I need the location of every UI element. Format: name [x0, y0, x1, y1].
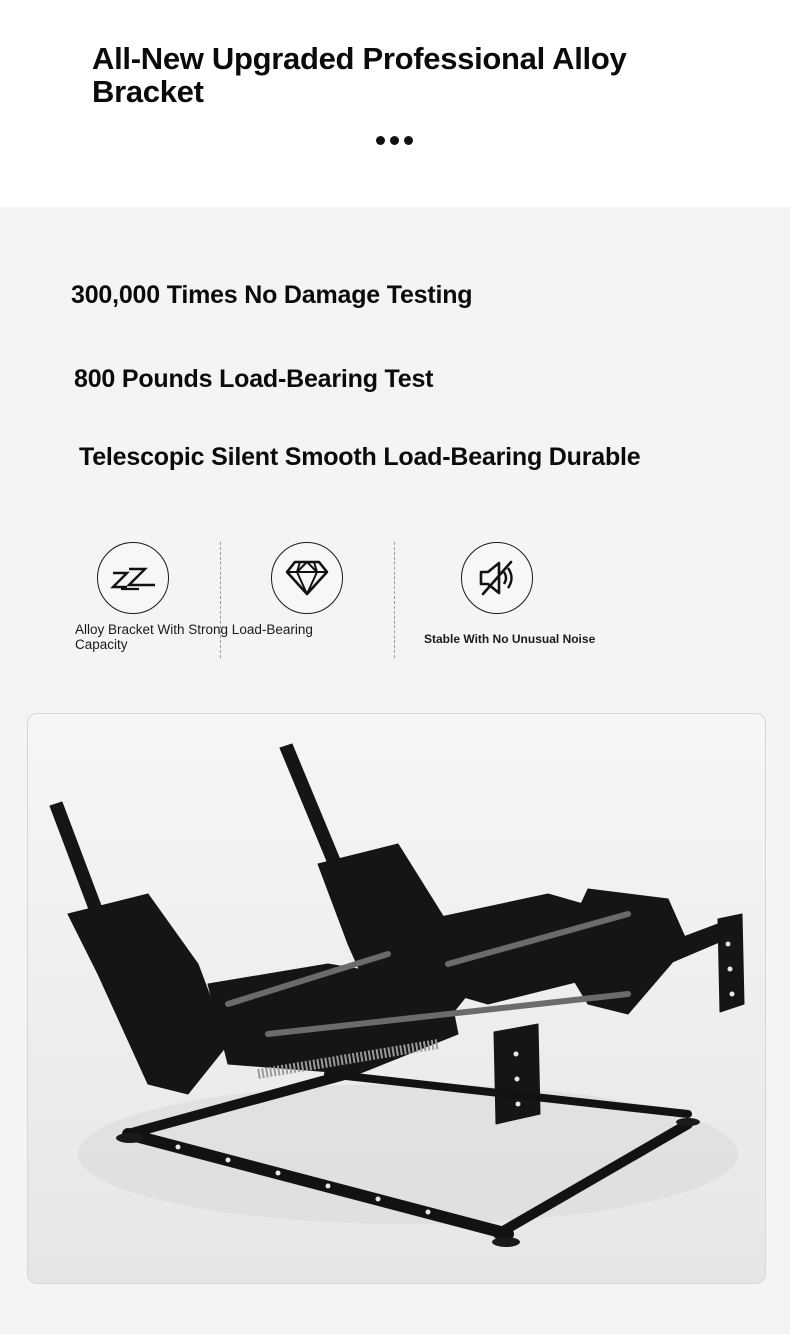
divider-2: [394, 542, 395, 658]
mute-speaker-icon: [461, 542, 533, 614]
caption-load-bearing: Alloy Bracket With Strong Load-Bearing Capacity: [75, 622, 313, 652]
page-title: All-New Upgraded Professional Alloy Bracket: [92, 41, 627, 109]
feature-testing: 300,000 Times No Damage Testing: [71, 281, 473, 309]
diamond-icon: [271, 542, 343, 614]
recliner-mechanism-icon: [28, 714, 766, 1284]
product-photo: [27, 713, 766, 1284]
sleep-zzz-icon: [97, 542, 169, 614]
feature-telescopic: Telescopic Silent Smooth Load-Bearing Durable: [79, 443, 641, 471]
ellipsis-icon: [376, 136, 413, 145]
feature-load-bearing: 800 Pounds Load-Bearing Test: [74, 365, 434, 393]
caption-no-noise: Stable With No Unusual Noise: [424, 632, 596, 646]
